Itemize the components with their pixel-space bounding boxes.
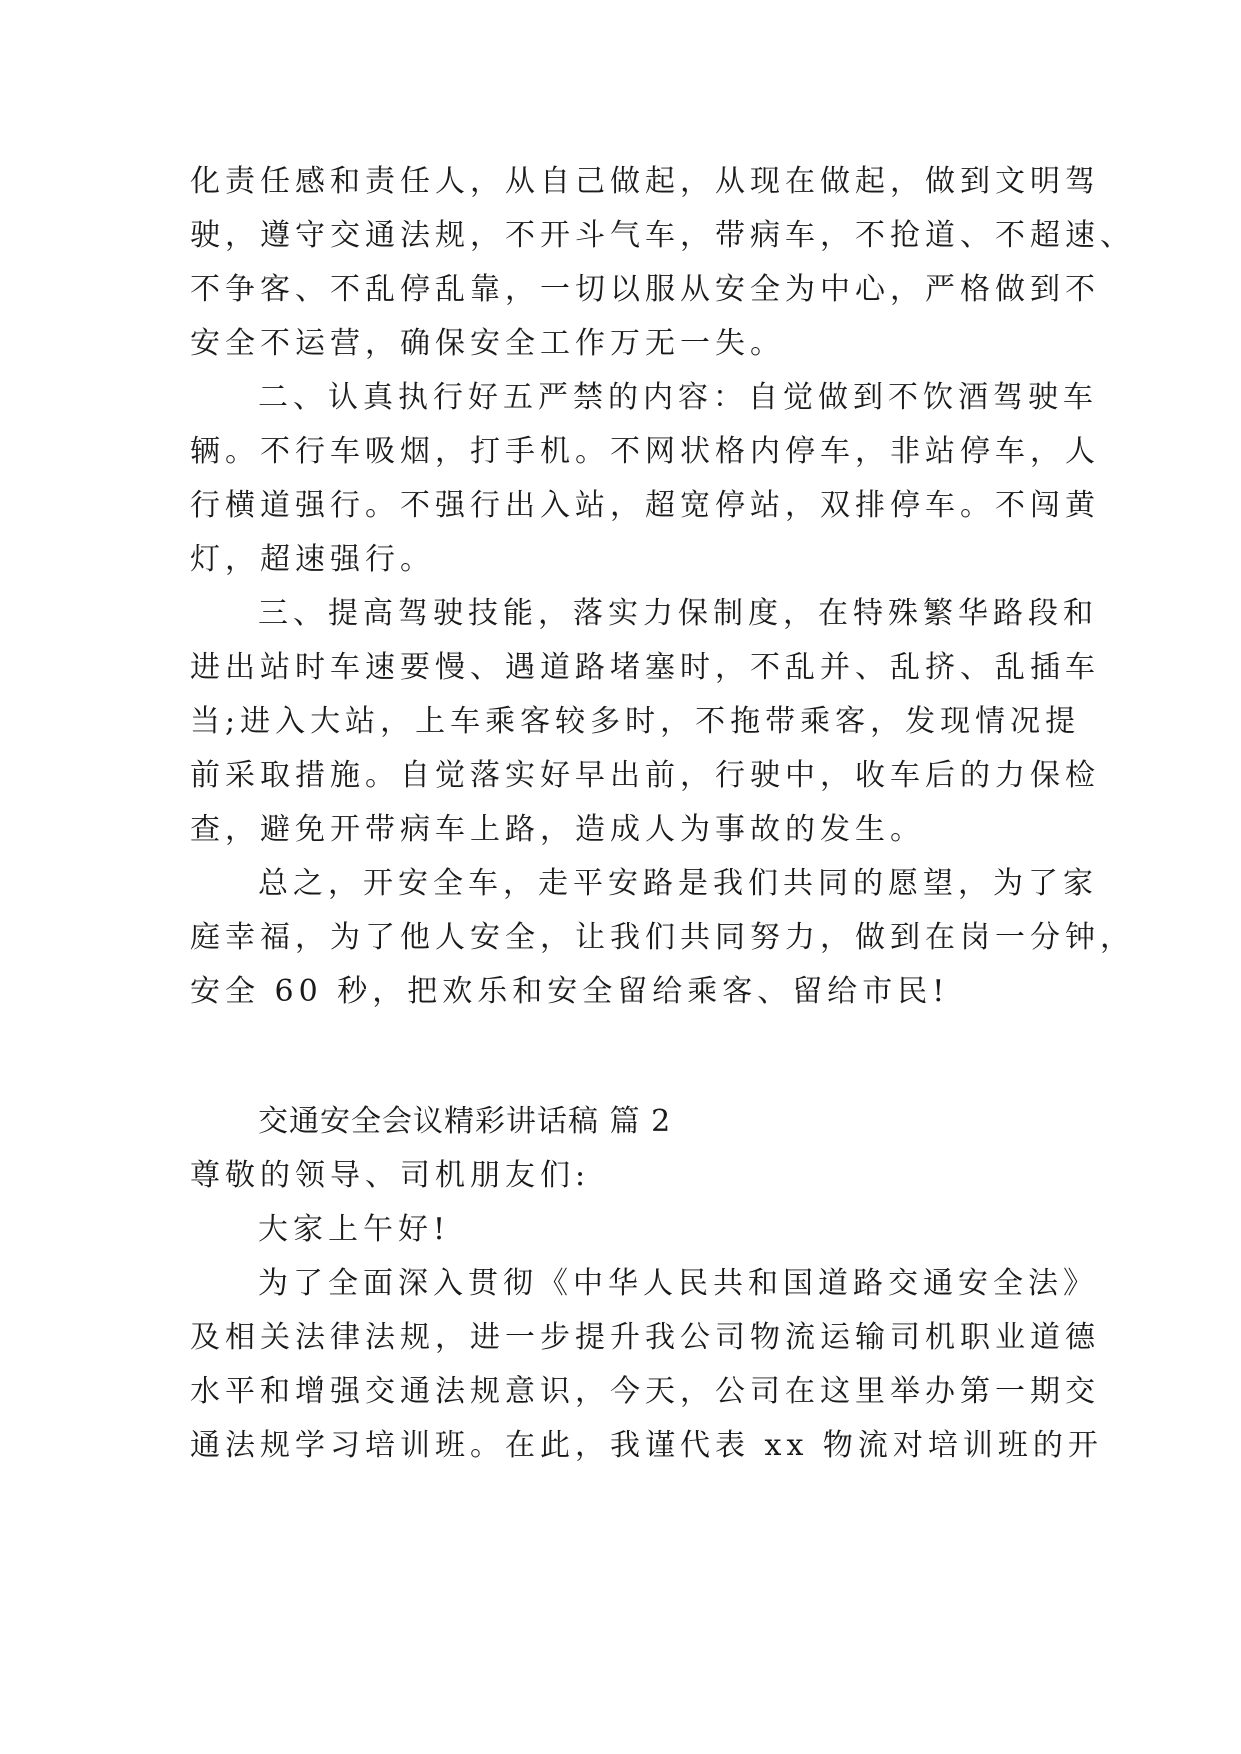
paragraph-start-line: 三、提高驾驶技能，落实力保制度，在特殊繁华路段和: [258, 596, 1098, 631]
text-line: 进出站时车速要慢、遇道路堵塞时，不乱并、乱挤、乱插车: [190, 650, 1100, 685]
text-line: 辆。不行车吸烟，打手机。不网状格内停车，非站停车，人: [190, 434, 1100, 469]
text-line: 行横道强行。不强行出入站，超宽停站，双排停车。不闯黄: [190, 488, 1100, 523]
text-line: 前采取措施。自觉落实好早出前，行驶中，收车后的力保检: [190, 758, 1100, 793]
text-line: 查，避免开带病车上路，造成人为事故的发生。: [190, 812, 925, 847]
text-line: 安全不运营，确保安全工作万无一失。: [190, 326, 785, 361]
text-line: 当;进入大站，上车乘客较多时，不拖带乘客，发现情况提: [190, 704, 1081, 739]
text-line: 灯，超速强行。: [190, 542, 435, 577]
greeting: 大家上午好!: [258, 1212, 451, 1247]
text-line: 安全 60 秒，把欢乐和安全留给乘客、留给市民!: [190, 974, 950, 1009]
paragraph-start-line: 总之，开安全车，走平安路是我们共同的愿望，为了家: [258, 866, 1098, 901]
paragraph-start-line: 二、认真执行好五严禁的内容：自觉做到不饮酒驾驶车: [258, 380, 1098, 415]
text-line: 驶，遵守交通法规，不开斗气车，带病车，不抢道、不超速、: [190, 218, 1135, 253]
section-title: 交通安全会议精彩讲话稿 篇 2: [258, 1104, 672, 1139]
text-line: 不争客、不乱停乱靠，一切以服从安全为中心，严格做到不: [190, 272, 1100, 307]
text-line: 及相关法律法规，进一步提升我公司物流运输司机职业道德: [190, 1320, 1100, 1355]
text-line: 水平和增强交通法规意识，今天，公司在这里举办第一期交: [190, 1374, 1100, 1409]
paragraph-start-line: 为了全面深入贯彻《中华人民共和国道路交通安全法》: [258, 1266, 1098, 1301]
text-line: 化责任感和责任人，从自己做起，从现在做起，做到文明驾: [190, 164, 1100, 199]
text-line: 通法规学习培训班。在此，我谨代表 xx 物流对培训班的开: [190, 1428, 1103, 1463]
salutation: 尊敬的领导、司机朋友们:: [190, 1158, 591, 1193]
text-line: 庭幸福，为了他人安全，让我们共同努力，做到在岗一分钟，: [190, 920, 1135, 955]
